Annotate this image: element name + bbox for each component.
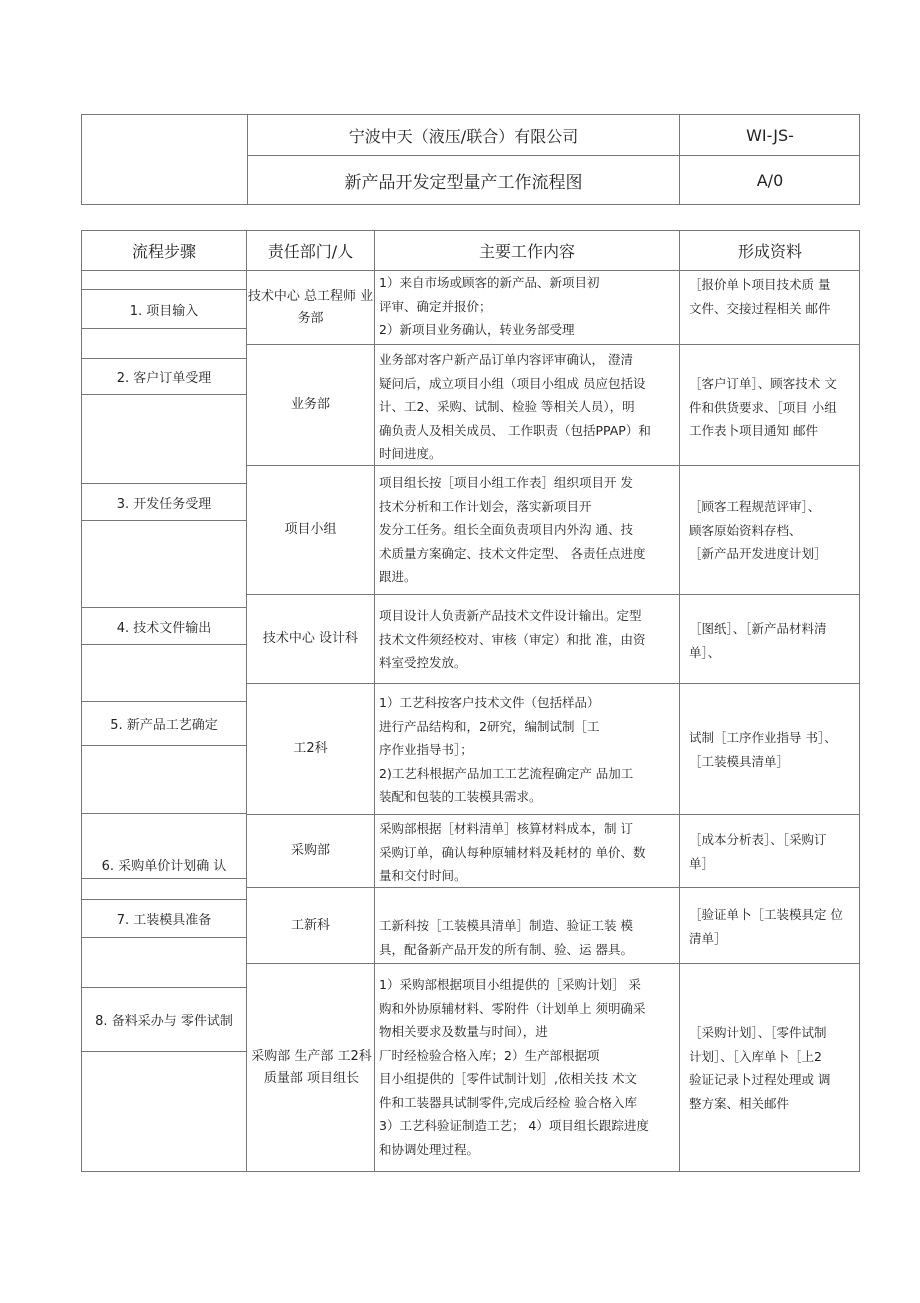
output-line: 计划］、［入库单卜［上2 (689, 1048, 822, 1064)
work-line: 目小组提供的［零件试制计划］,依相关技 术文 (379, 1071, 637, 1086)
work-line: 技术文件须经校对、审核（审定）和批 准，由资 (379, 631, 646, 647)
work-line: 购和外协原辅材料、零附件（计划单上 须明确采 (379, 1000, 646, 1016)
column-header-output: 形成资料 (737, 242, 802, 261)
step-label: 2. 客户订单受理 (116, 371, 212, 386)
document-header (81, 114, 860, 205)
work-cell (375, 348, 678, 466)
work-line: 项目设计人负责新产品技术文件设计输出。定型 (379, 608, 642, 623)
output-cell (680, 617, 860, 664)
row-divider (82, 878, 246, 879)
row-divider (82, 394, 246, 395)
work-line: 1）工艺科按客户技术文件（包括样品） (379, 695, 600, 710)
output-line: ［报价单卜项目技术质 量 (689, 277, 831, 292)
work-line: 进行产品结构和，2研究，编制试制［工 (379, 718, 600, 734)
work-line: 序作业指导书］； (379, 742, 473, 757)
step-label: 1. 项目输入 (129, 303, 199, 319)
output-cell (680, 273, 860, 320)
work-line: 物相关要求及数量与时间），进 (379, 1024, 548, 1039)
output-cell (680, 495, 860, 566)
output-line: 清单］ (689, 930, 727, 946)
row-divider (82, 328, 246, 329)
column-header-step: 流程步骤 (131, 242, 196, 261)
output-line: 单］、 (689, 644, 721, 660)
output-cell (680, 1021, 860, 1115)
work-line: 1）来自市场或顾客的新产品、新项目初 (379, 275, 600, 290)
step-label: 8. 备料采办与 零件试制 (95, 1014, 233, 1029)
work-line: 时间进度。 (379, 446, 442, 461)
work-line: 计、工2、采购、试制、检验 等相关人员），明 (379, 399, 635, 414)
output-line: 试制［工序作业指导 书］、 (689, 730, 837, 745)
dept-cell: 技术中心 设计科 (262, 631, 359, 646)
dept-cell: 业务部 (290, 397, 330, 412)
work-line: 技术分析和工作计划会，落实新项目开 (379, 498, 592, 514)
output-line: ［新产品开发进度计划］ (689, 546, 827, 561)
document-code: WI-JS- (746, 125, 794, 145)
step-label: 6. 采购单价计划确 认 (101, 858, 227, 874)
page-title: 新产品开发定型量产工作流程图 (344, 172, 583, 193)
output-line: 顾客原始资料存档、 (689, 522, 802, 538)
work-line: 和协调处理过程。 (379, 1141, 480, 1157)
dept-cell: 技术中心 总工程师 业务部 (247, 288, 374, 326)
work-line: 装配和包装的工装模具需求。 (379, 789, 542, 804)
work-line: 工新科按［工装模具清单］制造、验证工装 模 (379, 918, 633, 933)
work-cell (375, 604, 678, 675)
work-line: 2)工艺科根据产品加工工艺流程确定产 品加工 (379, 765, 634, 781)
row-divider (82, 644, 246, 645)
work-line: 疑问后，成立项目小组（项目小组成 员应包括设 (379, 375, 646, 391)
column-header-work: 主要工作内容 (478, 242, 575, 261)
column-header-dept: 责任部门/人 (267, 242, 354, 261)
work-line: 3）工艺科验证制造工艺； 4）项目组长跟踪进度 (379, 1118, 649, 1133)
work-line: 评审、确定并报价； (379, 298, 492, 314)
dept-cell: 工2科 (293, 741, 328, 756)
work-line: 1）采购部根据项目小组提供的［采购计划］ 采 (379, 977, 641, 992)
output-line: 件和供货要求、［项目 小组 (689, 399, 837, 415)
output-line: ［顾客工程规范评审］、 (689, 499, 821, 514)
work-line: 料室受控发放。 (379, 655, 467, 670)
row-divider (82, 520, 246, 521)
step-label: 4. 技术文件输出 (116, 620, 212, 636)
row-divider (82, 745, 246, 746)
dept-cell: 采购部 (290, 843, 330, 858)
output-line: 文件、交接过程相关 邮件 (689, 300, 831, 316)
work-cell (375, 817, 678, 888)
revision-number: A/0 (756, 170, 784, 190)
output-line: 工作表卜项目通知 邮件 (689, 423, 818, 438)
step-label: 5. 新产品工艺确定 (110, 718, 218, 733)
output-cell (680, 903, 860, 950)
work-line: 采购订单，确认每种原辅材料及耗材的 单价、数 (379, 844, 646, 860)
work-line: 发分工任务。组长全面负责项目内外沟 通、技 (379, 522, 633, 537)
work-cell (375, 914, 678, 961)
output-cell (680, 828, 860, 875)
dept-cell: 采购部 生产部 工2科 质量部 项目组长 (251, 1049, 372, 1086)
output-line: ［工装模具清单］ (689, 753, 790, 769)
work-line: 具，配备新产品开发的所有制、验、运 器具。 (379, 941, 633, 957)
dept-cell: 工新科 (290, 917, 330, 933)
output-line: ［验证单卜［工装模具定 位 (689, 907, 843, 922)
row-divider (82, 813, 246, 814)
work-line: 量和交付时间。 (379, 868, 467, 883)
work-line: 跟进。 (379, 569, 417, 584)
work-line: 业务部对客户新产品订单内容评审确认， 澄清 (379, 352, 633, 367)
output-line: 验证记录卜过程处理或 调 (689, 1072, 831, 1087)
work-line: 件和工装器具试制零件,完成后经检 验合格入库 (379, 1094, 637, 1110)
output-cell (680, 372, 860, 443)
work-cell (375, 471, 678, 589)
work-line: 确负责人及相关成员、 工作职责（包括PPAP）和 (379, 422, 651, 438)
work-line: 厂时经检验合格入库；2）生产部根据项 (379, 1047, 600, 1063)
row-divider (82, 1051, 246, 1052)
work-line: 项目组长按［项目小组工作表］组织项目开 发 (379, 475, 633, 490)
dept-cell: 项目小组 (284, 522, 337, 537)
row-divider (82, 937, 246, 938)
step-label: 7. 工装模具准备 (116, 913, 212, 928)
work-cell (375, 691, 678, 809)
work-cell (375, 271, 678, 342)
output-line: ［成本分析表］、［采购订 (689, 832, 827, 847)
output-line: 整方案、相关邮件 (689, 1095, 790, 1111)
output-cell (680, 726, 860, 773)
step-label: 3. 开发任务受理 (116, 496, 212, 512)
work-cell (375, 973, 678, 1161)
company-name: 宁波中天（液压/联合）有限公司 (348, 126, 579, 146)
output-line: ［客户订单］、顾客技术 文 (689, 376, 837, 391)
output-line: 单］ (689, 855, 715, 871)
process-table (81, 230, 860, 1172)
work-line: 采购部根据［材料清单］核算材料成本，制 订 (379, 821, 633, 836)
work-line: 术质量方案确定、技术文件定型、 各责任点进度 (379, 545, 646, 561)
work-line: 2）新项目业务确认，转业务部受理 (379, 322, 575, 337)
output-line: ［采购计划］、［零件试制 (689, 1025, 827, 1040)
output-line: ［图纸］、［新产品材料清 (689, 621, 827, 636)
